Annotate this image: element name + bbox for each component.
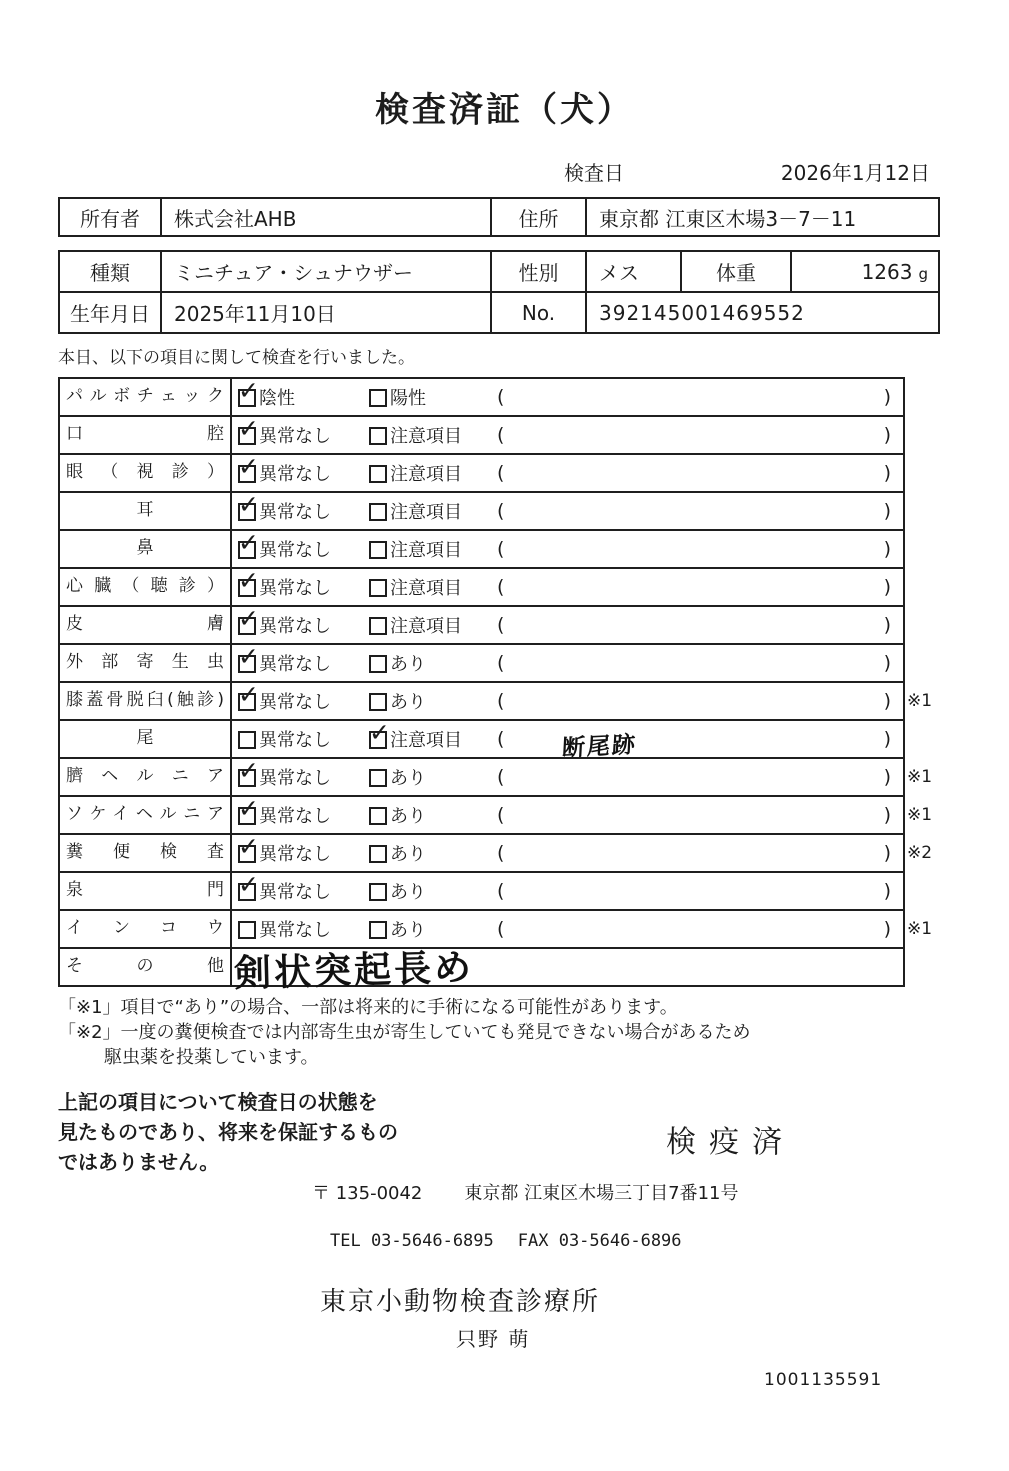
checkbox-icon (369, 845, 387, 863)
exam-item-label: 臍ヘルニア (60, 759, 232, 795)
paren-open: ( (497, 652, 505, 674)
checkbox-icon (369, 503, 387, 521)
exam-item-label: その他 (60, 949, 232, 985)
checkbox-icon (369, 807, 387, 825)
option-label: 陽性 (390, 388, 426, 409)
option-label: 異常なし (259, 426, 331, 447)
result-option-1 (232, 688, 369, 714)
option-label: 注意項目 (390, 502, 462, 523)
result-option-2 (369, 422, 497, 448)
paren-close: ) (883, 690, 891, 712)
breed-label: 種類 (59, 251, 161, 292)
result-option-2 (369, 612, 497, 638)
disclaimer-and-stamp (58, 1087, 938, 1177)
owner-table (58, 197, 940, 237)
exam-results (232, 797, 933, 833)
exam-item-label: 眼（視診） (60, 455, 232, 491)
exam-results (232, 911, 933, 947)
document-title: 検査済証（犬） (375, 90, 634, 130)
option-label: 異常なし (259, 806, 331, 827)
inspection-date-row (58, 157, 938, 186)
inspection-date-value: 2026年1月12日 (780, 161, 930, 185)
exam-row-heart (60, 569, 903, 607)
checkbox-icon (369, 427, 387, 445)
option-label: あり (390, 692, 426, 713)
exam-results (232, 607, 903, 643)
result-option-1 (232, 878, 369, 904)
exam-item-label: 耳 (60, 493, 232, 529)
exam-row-tail (60, 721, 903, 762)
paren-close: ) (883, 766, 891, 788)
content (58, 157, 938, 1390)
weight-label: 体重 (681, 251, 791, 292)
weight-value (791, 251, 939, 292)
result-option-2 (369, 688, 497, 714)
result-option-2 (369, 878, 497, 904)
result-option-2 (369, 840, 497, 866)
clinic-address: 東京都 江東区木場三丁目7番11号 (464, 1182, 739, 1204)
paren-close: ) (883, 576, 891, 598)
checkbox-icon (238, 807, 256, 825)
result-option-2 (369, 460, 497, 486)
option-label: 異常なし (259, 578, 331, 599)
paren-open: ( (497, 538, 505, 560)
exam-row-inguinal-hernia (60, 797, 933, 835)
result-option-1 (232, 536, 369, 562)
exam-item-label: 心臓（聴診） (60, 569, 232, 605)
footnote-2-continued: 駆虫薬を投薬しています。 (104, 1047, 319, 1069)
footnote-marker: ※1 (907, 691, 933, 711)
result-option-2 (369, 574, 497, 600)
option-label: 異常なし (259, 502, 331, 523)
exam-row-mouth (60, 417, 903, 455)
exam-row-skin (60, 607, 903, 645)
footnote-1: 「※1」項目で“あり”の場合、一部は将来的に手術になる可能性があります。 (58, 997, 678, 1018)
veterinarian-name: 只野 萌 (456, 1326, 531, 1351)
option-label: 異常なし (259, 920, 331, 941)
option-label: 注意項目 (390, 464, 462, 485)
exam-results (232, 683, 933, 719)
checkbox-icon (369, 693, 387, 711)
result-option-2 (369, 764, 497, 790)
footnote-marker: ※1 (907, 805, 933, 825)
exam-row-fontanelle (60, 873, 903, 911)
footnote-marker: ※2 (907, 843, 933, 863)
checkbox-icon (369, 921, 387, 939)
paren-open: ( (497, 842, 505, 864)
address-label: 住所 (491, 198, 586, 236)
exam-row-eyes (60, 455, 903, 493)
checkbox-icon (238, 503, 256, 521)
result-option-1 (232, 764, 369, 790)
result-option-2 (369, 536, 497, 562)
clinic-fax: FAX 03-5646-6896 (517, 1230, 682, 1251)
breed-row (59, 251, 939, 292)
exam-item-label: 膝蓋骨脱臼(触診) (60, 683, 232, 719)
result-option-2 (369, 802, 497, 828)
checkbox-icon (238, 427, 256, 445)
option-label: 異常なし (259, 654, 331, 675)
exam-results (232, 569, 903, 605)
checkbox-icon (238, 693, 256, 711)
paren-open: ( (497, 766, 505, 788)
option-label: あり (390, 920, 426, 941)
breed-value: ミニチュア・シュナウザー (161, 251, 491, 292)
disclaimer (58, 1087, 488, 1177)
footnote-marker: ※1 (907, 919, 933, 939)
option-label: 異常なし (259, 844, 331, 865)
paren-close: ) (883, 424, 891, 446)
option-label: あり (390, 882, 426, 903)
result-option-1 (232, 460, 369, 486)
paren-close: ) (883, 728, 891, 750)
no-label: No. (491, 292, 586, 333)
exam-row-patella (60, 683, 933, 721)
checkbox-icon (238, 655, 256, 673)
paren-close: ) (883, 614, 891, 636)
clinic-address-line (312, 1179, 938, 1205)
paren-close: ) (883, 842, 891, 864)
exam-row-inkou (60, 911, 933, 949)
result-option-2 (369, 498, 497, 524)
weight-number: 1263 (861, 259, 913, 284)
checkbox-icon (238, 579, 256, 597)
birth-value: 2025年11月10日 (161, 292, 491, 333)
paren-open: ( (497, 462, 505, 484)
option-label: 異常なし (259, 882, 331, 903)
postal-code: 〒 135-0042 (312, 1182, 423, 1204)
handwritten-remark: 剣状突起長め (233, 945, 475, 995)
option-label: 注意項目 (390, 578, 462, 599)
paren-close: ) (883, 918, 891, 940)
paren-close: ) (883, 462, 891, 484)
result-option-1 (232, 726, 369, 752)
checkbox-icon (238, 465, 256, 483)
checkbox-icon (238, 389, 256, 407)
paren-open: ( (497, 424, 505, 446)
result-option-1 (232, 916, 369, 942)
checkbox-icon (369, 769, 387, 787)
checkbox-icon (238, 845, 256, 863)
option-label: あり (390, 768, 426, 789)
paren-open: ( (497, 880, 505, 902)
option-label: 注意項目 (390, 426, 462, 447)
paren-open: ( (497, 576, 505, 598)
checkbox-icon (369, 541, 387, 559)
checkbox-icon (238, 731, 256, 749)
option-label: あり (390, 654, 426, 675)
paren-close: ) (883, 804, 891, 826)
clinic-tel: TEL 03-5646-6895 (330, 1230, 494, 1251)
exam-results (232, 945, 903, 995)
option-label: 異常なし (259, 464, 331, 485)
clinic-phone-line (330, 1231, 938, 1251)
exam-row-parvo (60, 379, 903, 417)
result-option-2 (369, 726, 497, 752)
result-option-1 (232, 384, 369, 410)
paren-open: ( (497, 804, 505, 826)
paren-close: ) (883, 880, 891, 902)
exam-row-ectoparasite (60, 645, 903, 683)
paren-close: ) (883, 652, 891, 674)
exam-item-label: 外部寄生虫 (60, 645, 232, 681)
checkbox-icon (369, 389, 387, 407)
exam-results (232, 493, 903, 529)
paren-open: ( (497, 918, 505, 940)
exam-item-label: 口腔 (60, 417, 232, 453)
paren-open: ( (497, 728, 505, 750)
checkbox-icon (369, 579, 387, 597)
option-label: 注意項目 (390, 616, 462, 637)
checkbox-icon (369, 465, 387, 483)
exam-results (232, 455, 903, 491)
exam-item-label: 泉門 (60, 873, 232, 909)
option-label: 異常なし (259, 616, 331, 637)
result-option-2 (369, 916, 497, 942)
exam-results (232, 835, 933, 871)
exam-results (232, 645, 903, 681)
option-label: あり (390, 806, 426, 827)
document-number: 1001135591 (764, 1369, 883, 1390)
checkbox-icon (238, 921, 256, 939)
disclaimer-line-1: 上記の項目について検査日の状態を (58, 1089, 378, 1114)
result-option-1 (232, 840, 369, 866)
checkbox-icon (238, 883, 256, 901)
option-label: 異常なし (259, 768, 331, 789)
checkbox-icon (238, 617, 256, 635)
paren-close: ) (883, 386, 891, 408)
exam-table (58, 377, 933, 995)
owner-value: 株式会社AHB (161, 198, 491, 236)
result-option-1 (232, 498, 369, 524)
paren-close: ) (883, 538, 891, 560)
disclaimer-line-3: ではありません。 (58, 1149, 220, 1174)
option-label: あり (390, 844, 426, 865)
exam-row-other (60, 945, 903, 995)
handwritten-remark: 断尾跡 (561, 731, 639, 762)
exam-item-label: インコウ (60, 911, 232, 947)
exam-item-label: ソケイヘルニア (60, 797, 232, 833)
checkbox-icon (369, 883, 387, 901)
exam-item-label: パルボチェック (60, 379, 232, 415)
paren-open: ( (497, 386, 505, 408)
sex-label: 性別 (491, 251, 586, 292)
result-option-1 (232, 612, 369, 638)
exam-results (232, 531, 903, 567)
exam-row-fecal (60, 835, 933, 873)
checkbox-icon (369, 731, 387, 749)
exam-item-label: 尾 (60, 721, 232, 757)
paren-open: ( (497, 614, 505, 636)
disclaimer-line-2: 見たものであり、将来を保証するもの (58, 1119, 398, 1144)
exam-results (232, 873, 903, 909)
option-label: 異常なし (259, 730, 331, 751)
intro-text: 本日、以下の項目に関して検査を行いました。 (58, 348, 415, 368)
result-option-1 (232, 422, 369, 448)
result-option-2 (369, 650, 497, 676)
option-label: 異常なし (259, 540, 331, 561)
birth-row (59, 292, 939, 333)
result-option-2 (369, 384, 497, 410)
sex-value: メス (586, 251, 681, 292)
footnote-2: 「※2」一度の糞便検査では内部寄生虫が寄生していても発見できない場合があるため (58, 1022, 751, 1044)
pet-table (58, 250, 940, 334)
exam-results (232, 721, 903, 762)
exam-item-label: 糞便検査 (60, 835, 232, 871)
checkbox-icon (238, 541, 256, 559)
paren-open: ( (497, 690, 505, 712)
footnotes (58, 995, 938, 1071)
paren-close: ) (883, 500, 891, 522)
paren-open: ( (497, 500, 505, 522)
owner-row (59, 198, 939, 236)
exam-item-label: 鼻 (60, 531, 232, 567)
option-label: 注意項目 (390, 730, 462, 751)
footnote-marker: ※1 (907, 767, 933, 787)
exam-row-ears (60, 493, 903, 531)
option-label: 異常なし (259, 692, 331, 713)
exam-results (232, 379, 903, 415)
owner-label: 所有者 (59, 198, 161, 236)
checkbox-icon (369, 617, 387, 635)
result-option-1 (232, 574, 369, 600)
inspection-date-label: 検査日 (564, 161, 624, 185)
checkbox-icon (238, 769, 256, 787)
exam-results (232, 759, 933, 795)
quarantine-stamp: 検疫済 (666, 1124, 795, 1160)
address-value: 東京都 江東区木場3－7－11 (586, 198, 939, 236)
clinic-name: 東京小動物検査診療所 (320, 1286, 601, 1317)
exam-row-umbilical-hernia (60, 759, 933, 797)
exam-row-nose (60, 531, 903, 569)
birth-label: 生年月日 (59, 292, 161, 333)
exam-results (232, 417, 903, 453)
no-value: 392145001469552 (586, 292, 939, 333)
checkbox-icon (369, 655, 387, 673)
option-label: 陰性 (259, 388, 295, 409)
weight-unit: g (918, 264, 928, 283)
exam-item-label: 皮膚 (60, 607, 232, 643)
result-option-1 (232, 802, 369, 828)
result-option-1 (232, 650, 369, 676)
option-label: 注意項目 (390, 540, 462, 561)
